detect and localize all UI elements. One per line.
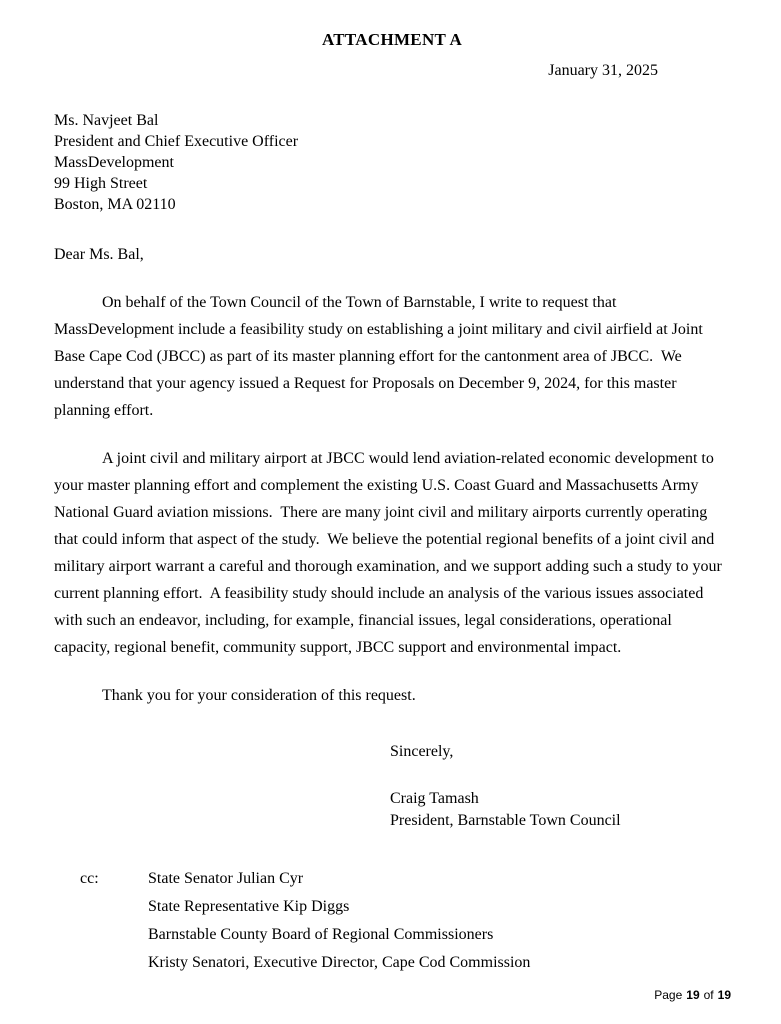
recipient-street: 99 High Street [54,175,148,192]
recipient-city-state-zip: Boston, MA 02110 [54,196,176,213]
cc-block [54,865,730,977]
letter-date: January 31, 2025 [548,62,658,79]
signature-block [390,788,730,832]
recipient-block [54,110,730,215]
footer-page-number: 19 [686,988,700,1002]
page-footer [654,988,731,1002]
closing-sincerely: Sincerely, [390,743,454,760]
body-paragraph-2: A joint civil and military airport at JBCC would lend aviation-related economic development to your master planning effort and complement the existing U.S. Coast Guard and Massachusetts Army National Guard aviation missions. There are many joint civil and military airports currently operating that could inform that aspect of the study. We believe the potential regional benefits of a joint civil and military airport warrant a careful and thorough examination, and we support adding such a study to your current planning effort. A feasibility study should include an analysis of the various issues associated with such an endeavor, including, for example, financial issues, legal considerations, operational capacity, regional benefit, community support, JBCC support and environmental impact. [54,450,726,656]
body-paragraph-3: Thank you for your consideration of this request. [102,687,416,704]
recipient-name: Ms. Navjeet Bal [54,112,159,129]
footer-page-label: Page [654,988,683,1002]
cc-label: cc: [80,870,99,887]
signer-title: President, Barnstable Town Council [390,812,621,829]
recipient-organization: MassDevelopment [54,154,174,171]
closing-block [390,741,730,832]
salutation: Dear Ms. Bal, [54,246,144,263]
cc-list [148,865,530,977]
cc-item-3: Barnstable County Board of Regional Commissioners [148,926,494,943]
cc-item-2: State Representative Kip Diggs [148,898,350,915]
signer-name: Craig Tamash [390,790,479,807]
cc-item-4: Kristy Senatori, Executive Director, Cape Cod Commission [148,954,531,971]
recipient-title: President and Chief Executive Officer [54,133,299,150]
cc-item-1: State Senator Julian Cyr [148,870,304,887]
footer-total-pages: 19 [717,988,731,1002]
attachment-title: ATTACHMENT A [321,30,463,49]
body-paragraph-1: On behalf of the Town Council of the Town of Barnstable, I write to request that MassDevelopment include a feasibility study on establishing a joint military and civil airfield at Joint Base Cape Cod (JBCC) as part of its master planning effort for the cantonment area of JBCC. We understand that your agency issued a Request for Proposals on December 9, 2024, for this master planning effort. [54,294,707,419]
footer-of-label: of [703,988,714,1002]
